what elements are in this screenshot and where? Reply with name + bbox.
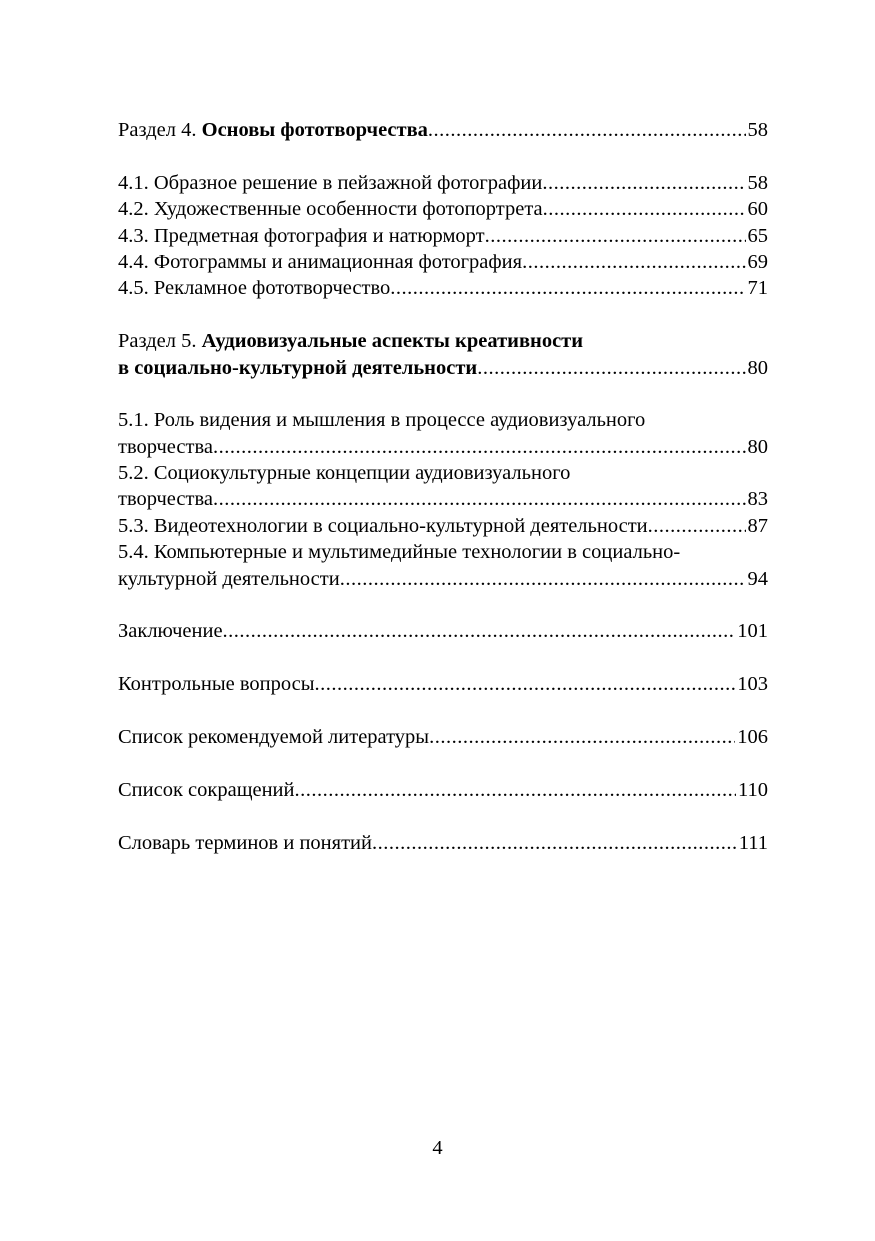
page-ref: 110 [738, 778, 768, 801]
page-ref: 71 [747, 277, 768, 300]
leader-dots [543, 196, 746, 222]
toc-entry-glossary[interactable] [118, 830, 768, 856]
toc-entry-text: 5.3. Видеотехнологии в социально-культурной деятельности [118, 514, 648, 537]
toc-entry-5-2[interactable]: 5.2. Социокультурные концепции аудиовизуального [118, 462, 571, 485]
leader-dots [223, 618, 736, 644]
page-ref: 80 [747, 356, 768, 379]
leader-dots [648, 513, 746, 539]
leader-dots [372, 830, 737, 856]
toc-entry-text: культурной деятельности [118, 567, 340, 590]
toc-entry-text: Список рекомендуемой литературы [118, 725, 430, 748]
leader-dots [340, 566, 746, 592]
leader-dots [213, 434, 746, 460]
leader-dots [485, 223, 746, 249]
toc-entry-text: Словарь терминов и понятий [118, 831, 372, 854]
page-ref: 65 [747, 224, 768, 247]
toc-entry-text: 4.1. Образное решение в пейзажной фотографии [118, 171, 543, 194]
page-ref: 83 [747, 488, 768, 511]
toc-entry-control-questions[interactable] [118, 671, 768, 697]
section-4-prefix: Раздел 4. [118, 119, 197, 141]
section-5-title-line-1: Аудиовизуальные аспекты креативности [201, 330, 584, 353]
page-ref: 80 [747, 435, 768, 458]
page-ref: 94 [747, 567, 768, 590]
section-5-title-line-2: в социально-культурной деятельности [118, 356, 478, 379]
leader-dots [428, 117, 746, 143]
leader-dots [295, 777, 736, 803]
page-number: 4 [432, 1137, 443, 1159]
toc-entry-abbreviations[interactable] [118, 777, 768, 803]
toc-entry-4-5[interactable] [118, 275, 768, 301]
toc-entry-4-1[interactable] [118, 170, 768, 196]
leader-dots [477, 355, 745, 381]
toc-entry-text: творчества [118, 435, 213, 458]
toc-entry-5-1[interactable]: 5.1. Роль видения и мышления в процессе аудиовизуального [118, 409, 646, 432]
toc-entry-text: Заключение [118, 620, 223, 643]
leader-dots [390, 275, 745, 301]
page-ref: 103 [737, 673, 768, 696]
page-ref: 69 [747, 250, 768, 273]
toc-entry-literature[interactable] [118, 724, 768, 750]
page-ref: 101 [737, 620, 768, 643]
page-ref: 87 [747, 514, 768, 537]
toc-entry-text: Контрольные вопросы [118, 673, 315, 696]
leader-dots [542, 170, 745, 196]
leader-dots [213, 486, 746, 512]
toc-entry-5-1-cont[interactable] [118, 434, 768, 460]
toc-entry-text: 4.3. Предметная фотография и натюрморт [118, 224, 485, 247]
leader-dots [522, 249, 745, 275]
page-ref: 106 [737, 725, 768, 748]
toc-entry-conclusion[interactable] [118, 618, 768, 644]
toc-entry-5-4-cont[interactable] [118, 566, 768, 592]
toc-entry-text: творчества [118, 488, 213, 511]
leader-dots [315, 671, 736, 697]
page-ref: 111 [738, 831, 768, 854]
section-4-title: Основы фототворчества [201, 119, 428, 141]
toc-entry-4-4[interactable] [118, 249, 768, 275]
toc-entry-text: 4.2. Художественные особенности фотопортрета [118, 198, 543, 221]
toc-entry-4-3[interactable] [118, 223, 768, 249]
toc-entry-section-4[interactable] [118, 117, 768, 143]
toc-entry-5-3[interactable] [118, 513, 768, 539]
toc-entry-4-2[interactable] [118, 196, 768, 222]
leader-dots [429, 724, 735, 750]
toc-entry-text: 4.4. Фотограммы и анимационная фотография [118, 250, 523, 273]
section-5-prefix: Раздел 5. [118, 330, 197, 353]
page-ref: 58 [747, 119, 768, 141]
toc-entry-5-4[interactable]: 5.4. Компьютерные и мультимедийные технологии в социально- [118, 541, 681, 564]
table-of-contents [118, 117, 768, 856]
toc-entry-text: 4.5. Рекламное фототворчество [118, 277, 391, 300]
toc-entry-section-5[interactable] [118, 328, 768, 354]
page-ref: 58 [747, 171, 768, 194]
toc-entry-section-5-cont[interactable] [118, 355, 768, 381]
toc-entry-text: Список сокращений [118, 778, 295, 801]
page-ref: 60 [747, 198, 768, 221]
toc-entry-5-2-cont[interactable] [118, 486, 768, 512]
